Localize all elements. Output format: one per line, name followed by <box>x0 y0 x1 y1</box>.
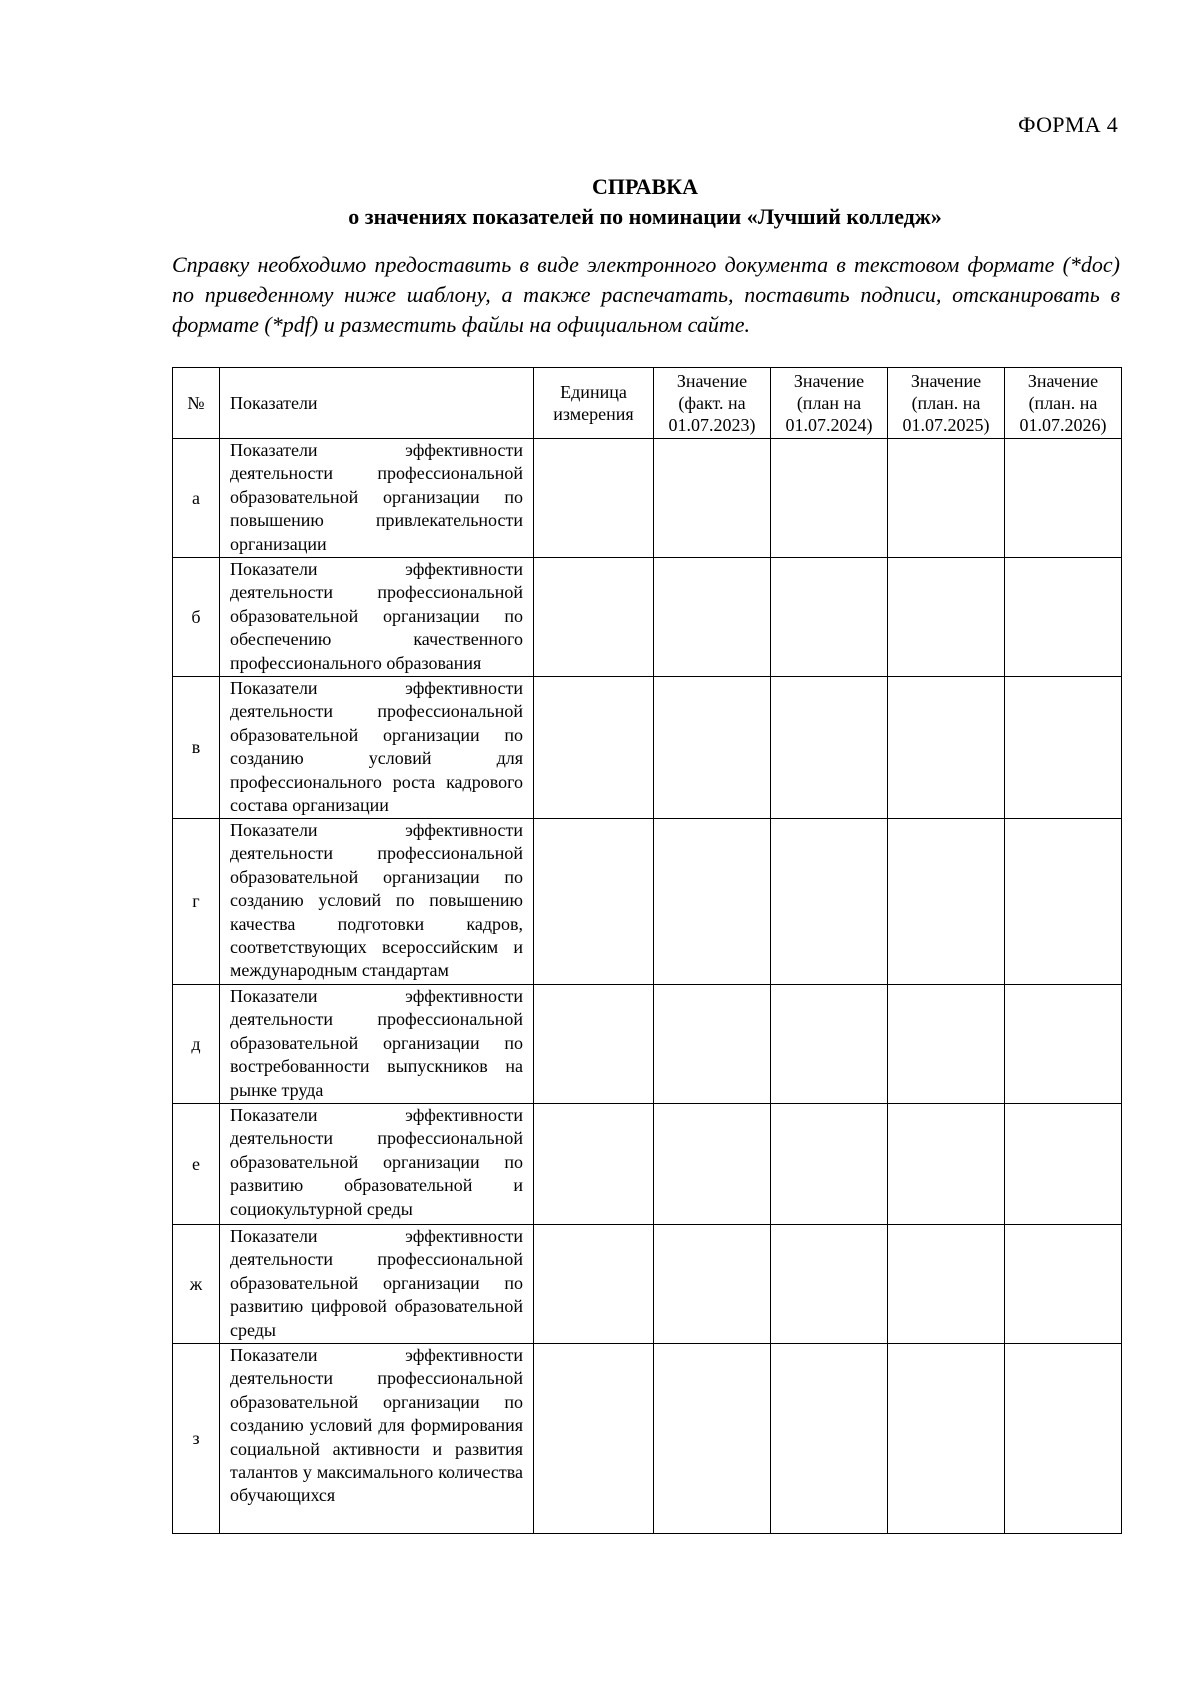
row-letter: з <box>173 1344 220 1534</box>
unit-cell[interactable] <box>534 677 654 819</box>
table-row <box>173 985 1122 1104</box>
value-2025-cell[interactable] <box>888 1104 1005 1225</box>
header-indicators: Показатели <box>220 368 534 439</box>
value-2023-cell[interactable] <box>654 558 771 677</box>
value-2026-cell[interactable] <box>1005 985 1122 1104</box>
value-2026-cell[interactable] <box>1005 677 1122 819</box>
row-letter: а <box>173 439 220 558</box>
unit-cell[interactable] <box>534 1225 654 1344</box>
document-title: СПРАВКА <box>591 174 699 199</box>
row-indicator-text: Показатели эффективности деятельности профессиональной образовательной организации по востребованности выпускников на рынке труда <box>220 985 534 1104</box>
unit-cell[interactable] <box>534 558 654 677</box>
header-value-2024: Значение (план на 01.07.2024) <box>771 368 888 439</box>
value-2024-cell[interactable] <box>771 677 888 819</box>
row-letter: д <box>173 985 220 1104</box>
value-2026-cell[interactable] <box>1005 558 1122 677</box>
table-row <box>173 558 1122 677</box>
value-2025-cell[interactable] <box>888 677 1005 819</box>
header-number: № <box>173 368 220 439</box>
unit-cell[interactable] <box>534 985 654 1104</box>
value-2024-cell[interactable] <box>771 1344 888 1534</box>
value-2024-cell[interactable] <box>771 1104 888 1225</box>
table-row <box>173 819 1122 985</box>
table-row <box>173 677 1122 819</box>
table-row <box>173 1344 1122 1534</box>
header-value-2026: Значение (план. на 01.07.2026) <box>1005 368 1122 439</box>
value-2026-cell[interactable] <box>1005 1104 1122 1225</box>
title-block <box>170 172 1120 232</box>
value-2026-cell[interactable] <box>1005 1225 1122 1344</box>
row-indicator-text: Показатели эффективности деятельности профессиональной образовательной организации по повышению привлекательности организации <box>220 439 534 558</box>
value-2025-cell[interactable] <box>888 1344 1005 1534</box>
row-letter: б <box>173 558 220 677</box>
row-indicator-text: Показатели эффективности деятельности профессиональной образовательной организации по развитию образовательной и социокультурной среды <box>220 1104 534 1225</box>
row-letter: ж <box>173 1225 220 1344</box>
value-2025-cell[interactable] <box>888 985 1005 1104</box>
value-2023-cell[interactable] <box>654 439 771 558</box>
row-letter: г <box>173 819 220 985</box>
unit-cell[interactable] <box>534 1104 654 1225</box>
unit-cell[interactable] <box>534 439 654 558</box>
form-label: ФОРМА 4 <box>1018 112 1118 137</box>
unit-cell[interactable] <box>534 1344 654 1534</box>
table-header-row <box>173 368 1122 439</box>
instructions-paragraph: Справку необходимо предоставить в виде электронного документа в текстовом формате (*doc) по приведенному ниже шаблону, а также распечатать, поставить подписи, отсканировать в формате (*pdf) и разместить файлы на официальном сайте. <box>172 252 1120 337</box>
header-value-2025: Значение (план. на 01.07.2025) <box>888 368 1005 439</box>
value-2024-cell[interactable] <box>771 985 888 1104</box>
row-indicator-text: Показатели эффективности деятельности профессиональной образовательной организации по развитию цифровой образовательной среды <box>220 1225 534 1344</box>
value-2023-cell[interactable] <box>654 819 771 985</box>
value-2026-cell[interactable] <box>1005 1344 1122 1534</box>
row-indicator-text: Показатели эффективности деятельности профессиональной образовательной организации по обеспечению качественного профессионального образования <box>220 558 534 677</box>
value-2026-cell[interactable] <box>1005 819 1122 985</box>
table-row <box>173 1225 1122 1344</box>
value-2024-cell[interactable] <box>771 1225 888 1344</box>
value-2025-cell[interactable] <box>888 558 1005 677</box>
value-2025-cell[interactable] <box>888 439 1005 558</box>
header-value-2023: Значение (факт. на 01.07.2023) <box>654 368 771 439</box>
value-2024-cell[interactable] <box>771 819 888 985</box>
header-unit: Единица измерения <box>534 368 654 439</box>
value-2023-cell[interactable] <box>654 1104 771 1225</box>
row-letter: е <box>173 1104 220 1225</box>
row-indicator-text: Показатели эффективности деятельности профессиональной образовательной организации по созданию условий по повышению качества подготовки кадров, соответствующих всероссийским и международным стандартам <box>220 819 534 985</box>
value-2023-cell[interactable] <box>654 1344 771 1534</box>
table-row <box>173 439 1122 558</box>
value-2025-cell[interactable] <box>888 1225 1005 1344</box>
table-row <box>173 1104 1122 1225</box>
unit-cell[interactable] <box>534 819 654 985</box>
document-subtitle: о значениях показателей по номинации «Лучший колледж» <box>348 204 942 229</box>
indicators-table <box>172 367 1122 1534</box>
value-2024-cell[interactable] <box>771 558 888 677</box>
value-2023-cell[interactable] <box>654 1225 771 1344</box>
row-letter: в <box>173 677 220 819</box>
value-2024-cell[interactable] <box>771 439 888 558</box>
value-2025-cell[interactable] <box>888 819 1005 985</box>
value-2026-cell[interactable] <box>1005 439 1122 558</box>
value-2023-cell[interactable] <box>654 677 771 819</box>
row-indicator-text: Показатели эффективности деятельности профессиональной образовательной организации по созданию условий для профессионального роста кадрового состава организации <box>220 677 534 819</box>
value-2023-cell[interactable] <box>654 985 771 1104</box>
row-indicator-text: Показатели эффективности деятельности профессиональной образовательной организации по созданию условий для формирования социальной активности и развития талантов у максимального количества обучающихся <box>220 1344 534 1534</box>
